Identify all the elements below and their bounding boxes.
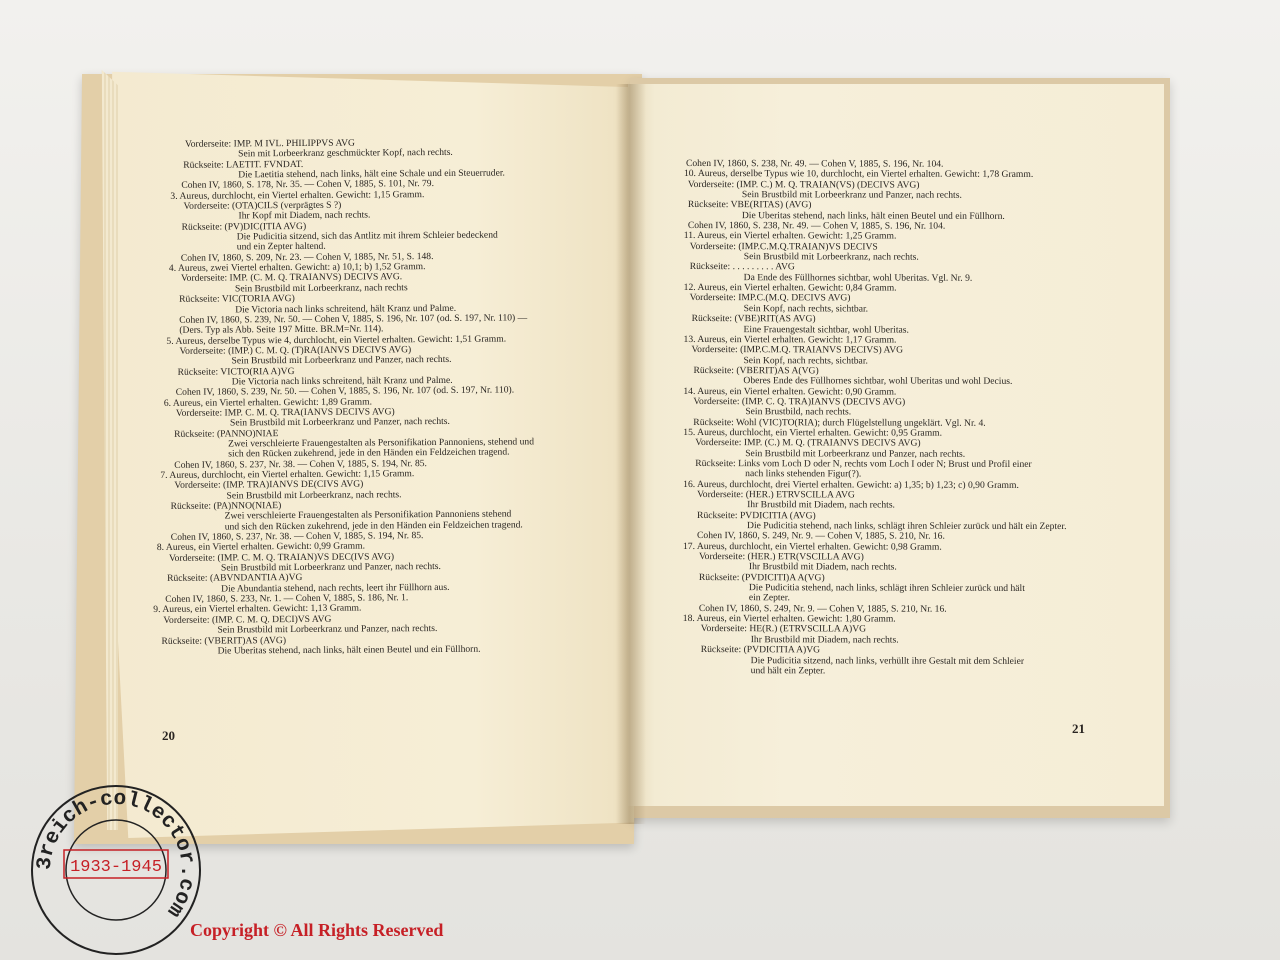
text-line: Vorderseite: (IMP. C. Q. TRA)IANVS (DECIVS AVG) bbox=[693, 395, 906, 408]
text-line: 15. Aureus, durchlocht, ein Viertel erhalten. Gewicht: 0,95 Gramm. bbox=[683, 426, 943, 439]
text-line: Ihr Brustbild mit Diadem, nach rechts. bbox=[748, 561, 897, 573]
text-line: (Ders. Typ als Abb. Seite 197 Mitte. BR.M=Nr. 114). bbox=[179, 323, 384, 336]
text-line: 11. Aureus, ein Viertel erhalten. Gewicht: 1,25 Gramm. bbox=[683, 230, 897, 242]
text-line: 5. Aureus, derselbe Typus wie 4, durchlocht, ein Viertel erhalten. Gewicht: 1,51 Gramm. bbox=[166, 333, 507, 347]
text-line: 8. Aureus, ein Viertel erhalten. Gewicht: 0,99 Gramm. bbox=[156, 540, 366, 554]
page-number-right: 21 bbox=[1072, 721, 1085, 736]
text-line: 14. Aureus, ein Viertel erhalten. Gewicht: 0,90 Gramm. bbox=[683, 385, 897, 398]
text-line: Zwei verschleierte Frauengestalten als Personifikation Pannoniens, stehend und bbox=[228, 436, 535, 450]
text-line: 16. Aureus, durchlocht, drei Viertel erhalten. Gewicht: a) 1,35; b) 1,23; c) 0,90 Gramm. bbox=[683, 478, 1019, 491]
text-line: Die Abundantia stehend, nach rechts, leert ihr Füllhorn aus. bbox=[221, 581, 450, 595]
text-line: Vorderseite: IMP. M IVL. PHILIPPVS AVG bbox=[184, 137, 356, 150]
text-line: 18. Aureus, ein Viertel erhalten. Gewicht: 1,80 Gramm. bbox=[682, 613, 896, 625]
text-line: Vorderseite: IMP. C. M. Q. TRA(IANVS DECIVS AVG) bbox=[175, 406, 395, 419]
text-line: Ihr Kopf mit Diadem, nach rechts. bbox=[238, 209, 371, 222]
text-line: Zwei verschleierte Frauengestalten als Personifikation Pannoniens stehend bbox=[224, 508, 512, 522]
text-line: Rückseite: PVDICITIA (AVG) bbox=[697, 509, 816, 522]
text-line: Cohen IV, 1860, S. 239, Nr. 50. — Cohen V, 1885, S. 196, Nr. 107 (od. S. 197, Nr. 110). bbox=[175, 384, 515, 399]
text-line: 12. Aureus, ein Viertel erhalten. Gewicht: 0,84 Gramm. bbox=[683, 282, 897, 294]
text-line: sich den Rücken zukehrend, jede in den Händen ein Feldzeichen tragend. bbox=[228, 446, 510, 460]
text-line: Sein Brustbild mit Lorbeerkranz und Panzer, nach rechts. bbox=[220, 561, 441, 574]
text-line: Rückseite: Links vom Loch D oder N, rechts vom Loch I oder N; Brust und Profil einer bbox=[695, 457, 1032, 470]
text-line: Sein Brustbild mit Lorbeerkranz, nach rechts. bbox=[743, 251, 919, 263]
text-line: Sein Kopf, nach rechts, sichtbar. bbox=[743, 302, 869, 315]
text-line: 13. Aureus, ein Viertel erhalten. Gewicht: 1,17 Gramm. bbox=[683, 333, 897, 346]
text-line: und ein Zepter haltend. bbox=[236, 241, 326, 253]
text-line: Cohen IV, 1860, S. 249, Nr. 9. — Cohen V, 1885, S. 210, Nr. 16. bbox=[698, 602, 947, 615]
text-line: Rückseite: . . . . . . . . . AVG bbox=[689, 261, 795, 273]
text-line: Cohen IV, 1860, S. 239, Nr. 50. — Cohen V, 1885, S. 196, Nr. 107 (od. S. 197, Nr. 110) — bbox=[179, 312, 528, 326]
page-number-left: 20 bbox=[162, 728, 175, 743]
text-line: 9. Aureus, ein Viertel erhalten. Gewicht: 1,13 Gramm. bbox=[153, 603, 362, 616]
text-line: Rückseite: VICTO(RIA A)VG bbox=[177, 365, 295, 378]
text-line: Rückseite: (VBERIT)AS (AVG) bbox=[161, 634, 287, 647]
text-line: Die Pudicitia stehend, nach links, schlägt ihren Schleier zurück und hält ein Zepter. bbox=[747, 520, 1067, 533]
text-line: Die Uberitas stehend, nach links, hält einen Beutel und ein Füllhorn. bbox=[741, 209, 1005, 222]
text-line: Ihr Brustbild mit Diadem, nach rechts. bbox=[747, 499, 895, 511]
text-line: Rückseite: (PA)NNO(NIAE) bbox=[170, 500, 282, 512]
text-line: Cohen IV, 1860, S. 237, Nr. 38. — Cohen V, 1885, S. 194, Nr. 85. bbox=[174, 457, 427, 471]
text-line: nach links stehenden Figur(?). bbox=[745, 468, 862, 480]
text-line: Cohen IV, 1860, S. 238, Nr. 49. — Cohen V, 1885, S. 196, Nr. 104. bbox=[685, 158, 944, 170]
text-line: Da Ende des Füllhornes sichtbar, wohl Uberitas. Vgl. Nr. 9. bbox=[743, 271, 973, 284]
text-line: Die Victoria nach links schreitend, hält Kranz und Palme. bbox=[231, 374, 453, 388]
text-line: Sein Brustbild mit Lorbeerkranz und Panzer, nach rechts. bbox=[745, 447, 966, 460]
stamp-center-text: 1933-1945 bbox=[70, 858, 162, 877]
text-line: Die Pudicitia sitzend, sich das Antlitz mit ihrem Schleier bedeckend bbox=[236, 229, 498, 243]
text-line: Ihr Brustbild mit Diadem, nach rechts. bbox=[750, 633, 899, 646]
text-line: 7. Aureus, durchlocht, ein Viertel erhalten. Gewicht: 1,15 Gramm. bbox=[160, 468, 415, 481]
text-line: Vorderseite: (HER.) ETR(VSCILLA AVG) bbox=[698, 551, 864, 563]
text-line: 6. Aureus, ein Viertel erhalten. Gewicht: 1,89 Gramm. bbox=[163, 396, 372, 409]
text-line: Die Uberitas stehend, nach links, hält einen Beutel und ein Füllhorn. bbox=[217, 643, 481, 657]
text-line: Vorderseite: (IMP.) C. M. Q. (T)RA(IANVS DECIVS AVG) bbox=[179, 344, 412, 357]
text-line: Cohen IV, 1860, S. 178, Nr. 35. — Cohen V, 1885, S. 101, Nr. 79. bbox=[181, 178, 435, 192]
text-line: Vorderseite: (HER.) ETRVSCILLA AVG bbox=[697, 489, 855, 501]
text-line: ein Zepter. bbox=[748, 592, 790, 604]
text-line: Sein Brustbild, nach rechts. bbox=[745, 406, 852, 418]
text-line: Vorderseite: HE(R.) (ETRVSCILLA A)VG bbox=[700, 623, 867, 635]
text-line: Rückseite: (PV)DIC(ITIA AVG) bbox=[181, 220, 307, 233]
text-line: Rückseite: LAETIT. FVNDAT. bbox=[183, 158, 304, 171]
text-line: 10. Aureus, derselbe Typus wie 10, durchlocht, ein Viertel erhalten. Gewicht: 1,78 Gramm. bbox=[683, 168, 1034, 181]
text-line: Vorderseite: (OTA)CILS (verprägtes S ?) bbox=[183, 199, 342, 212]
text-line: und sich den Rücken zukehrend, jede in den Händen ein Feldzeichen tragend. bbox=[224, 519, 523, 533]
text-line: Rückseite: VIC(TORIA AVG) bbox=[179, 293, 295, 305]
text-line: Rückseite: (VBE)RIT(AS AVG) bbox=[691, 313, 816, 325]
watermark-stamp bbox=[26, 780, 206, 960]
text-line: Sein Brustbild mit Lorbeerkranz und Panzer, nach rechts. bbox=[231, 354, 452, 367]
text-line: Vorderseite: (IMP. C. M. Q. DECI)VS AVG bbox=[163, 613, 332, 626]
text-line: Vorderseite: IMP. (C. M. Q. TRAIANVS) DECIVS AVG. bbox=[180, 271, 403, 285]
text-line: Vorderseite: (IMP. C.) M. Q. TRAIAN(VS) (DECIVS AVG) bbox=[687, 178, 920, 191]
left-page-text bbox=[150, 137, 594, 657]
text-line: 17. Aureus, durchlocht, ein Viertel erhalten. Gewicht: 0,98 Gramm. bbox=[682, 540, 942, 553]
text-line: Rückseite: VBE(RITAS) (AVG) bbox=[687, 199, 812, 211]
text-line: Die Pudicitia sitzend, nach links, verhüllt ihre Gestalt mit dem Schleier bbox=[750, 654, 1025, 667]
text-line: Vorderseite: (IMP.C.M.Q. TRAIANVS DECIVS) AVG bbox=[691, 344, 904, 356]
text-line: und hält ein Zepter. bbox=[750, 665, 826, 677]
text-line: Sein Brustbild mit Lorbeerkranz, nach rechts bbox=[235, 282, 408, 295]
right-page-text bbox=[683, 159, 1104, 677]
text-line: Die Laetitia stehend, nach links, hält eine Schale und ein Steuerruder. bbox=[238, 167, 505, 181]
text-line: Vorderseite: (IMP. TRA)IANVS DE(CIVS AVG) bbox=[174, 478, 364, 492]
text-line: Sein Kopf, nach rechts, sichtbar. bbox=[743, 354, 868, 367]
text-line: 4. Aureus, zwei Viertel erhalten. Gewicht: a) 10,1; b) 1,52 Gramm. bbox=[168, 261, 426, 274]
copyright-notice: Copyright © All Rights Reserved bbox=[190, 920, 444, 940]
text-line: Cohen IV, 1860, S. 249, Nr. 9. — Cohen V, 1885, S. 210, Nr. 16. bbox=[696, 530, 945, 543]
text-line: 3. Aureus, durchlocht, ein Viertel erhalten. Gewicht: 1,15 Gramm. bbox=[170, 188, 425, 202]
text-line: Sein Brustbild mit Lorbeerkranz, nach rechts. bbox=[226, 488, 402, 502]
text-line: Rückseite: (VBERIT)AS A(VG) bbox=[693, 364, 819, 377]
text-line: Oberes Ende des Füllhornes sichtbar, wohl Uberitas und wohl Decius. bbox=[743, 375, 1013, 388]
stamp-ring-text: 3reich-collector.com bbox=[33, 787, 199, 921]
text-line: Rückseite: (PVDICITIA A)VG bbox=[700, 644, 821, 656]
text-line: Cohen IV, 1860, S. 233, Nr. 1. — Cohen V, 1885, S. 186, Nr. 1. bbox=[165, 592, 409, 606]
text-line: Sein Brustbild mit Lorbeerkranz und Panzer, nach rechts. bbox=[217, 623, 438, 636]
text-line: Cohen IV, 1860, S. 238, Nr. 49. — Cohen V, 1885, S. 196, Nr. 104. bbox=[687, 220, 946, 232]
text-line: Sein mit Lorbeerkranz geschmückter Kopf, nach rechts. bbox=[238, 147, 453, 160]
text-line: Rückseite: (ABVNDANTIA A)VG bbox=[167, 572, 303, 585]
text-line: Sein Brustbild mit Lorbeerkranz und Panzer, nach rechts. bbox=[741, 189, 962, 201]
text-line: Sein Brustbild mit Lorbeerkranz und Panzer, nach rechts. bbox=[229, 416, 450, 429]
text-line: Vorderseite: IMP. (C.) M. Q. (TRAIANVS DECIVS AVG) bbox=[695, 437, 921, 449]
text-line: Die Pudicitia stehend, nach links, schlägt ihren Schleier zurück und hält bbox=[748, 582, 1025, 594]
text-line: Rückseite: (PVDICITI)A A(VG) bbox=[698, 571, 825, 584]
text-line: Eine Frauengestalt sichtbar, wohl Uberitas. bbox=[743, 323, 909, 336]
text-line: Rückseite: Wohl (VIC)TO(RIA); durch Flügelstellung ungeklärt. Vgl. Nr. 4. bbox=[693, 416, 986, 429]
text-line: Vorderseite: (IMP. C. M. Q. TRAIAN)VS DEC(IVS AVG) bbox=[168, 551, 395, 564]
text-line: Die Victoria nach links schreitend, hält Kranz und Palme. bbox=[235, 302, 457, 315]
text-line: Vorderseite: (IMP.C.M.Q.TRAIAN)VS DECIVS bbox=[689, 240, 878, 253]
text-line: Vorderseite: IMP.C.(M.Q. DECIVS AVG) bbox=[689, 292, 851, 304]
text-line: Rückseite: (PANNO)NIAE bbox=[174, 427, 279, 440]
book-spine bbox=[616, 84, 646, 824]
text-line: Cohen IV, 1860, S. 209, Nr. 23. — Cohen V, 1885, Nr. 51, S. 148. bbox=[180, 250, 434, 264]
text-line: Cohen IV, 1860, S. 237, Nr. 38. — Cohen V, 1885, S. 194, Nr. 85. bbox=[170, 530, 424, 543]
